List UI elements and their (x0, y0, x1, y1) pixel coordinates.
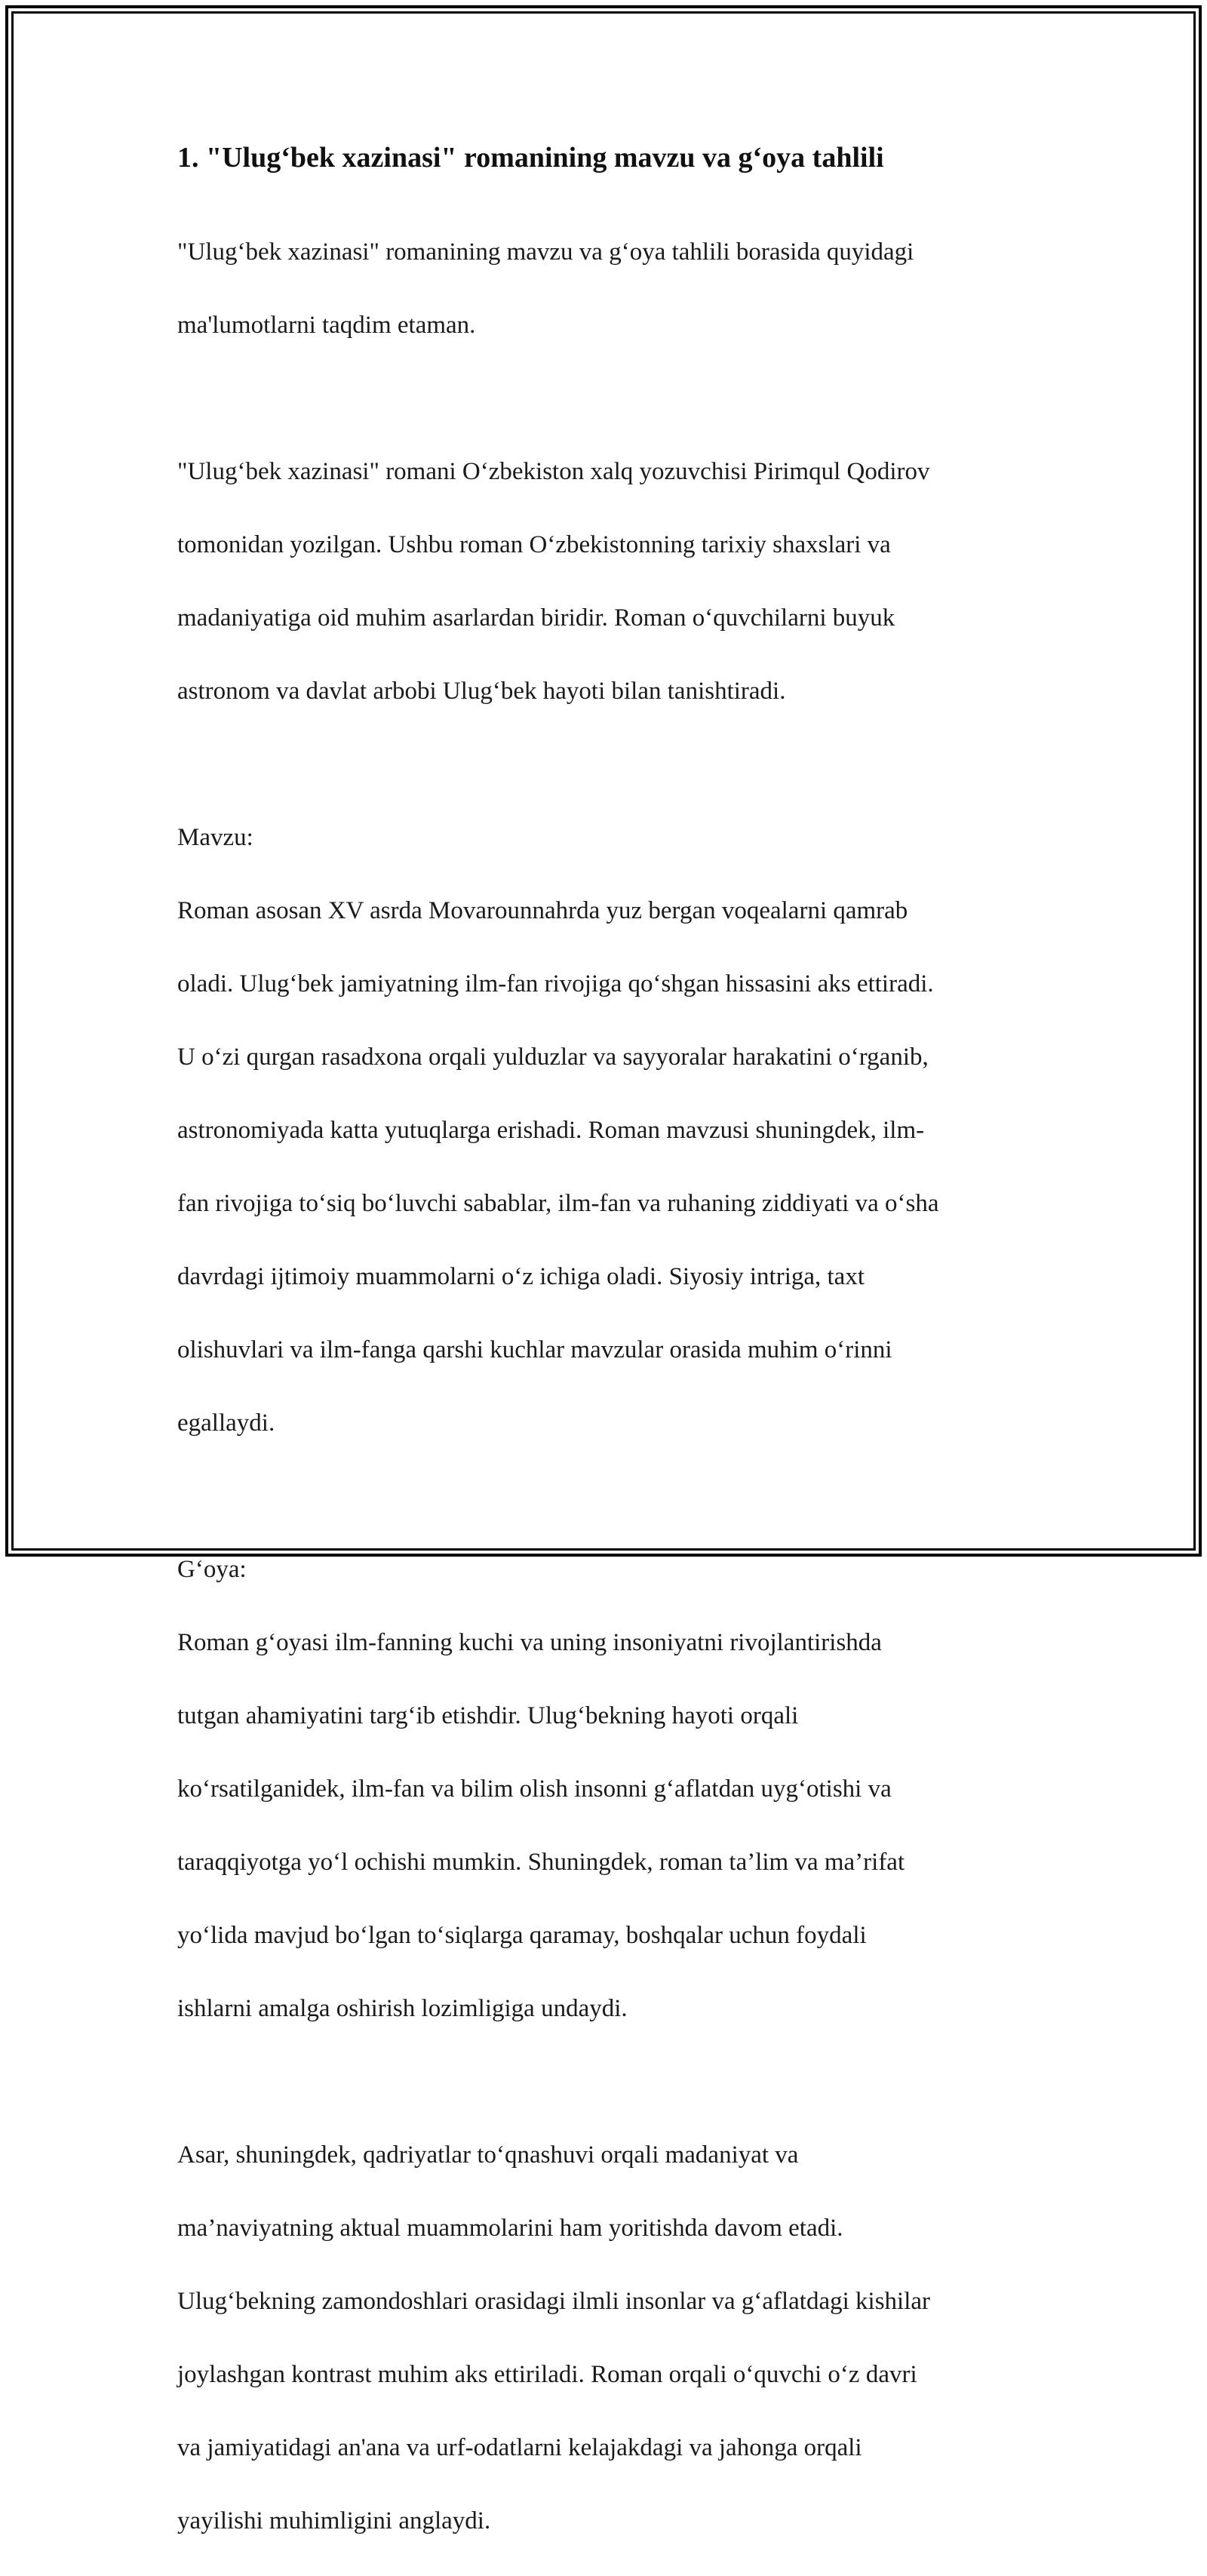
text-line: ma’naviyatning aktual muammolarini ham yoritishda davom etadi. (177, 2214, 843, 2242)
text-line: yayilishi muhimligini anglaydi. (177, 2507, 491, 2535)
text-line: olishuvlari va ilm-fanga qarshi kuchlar mavzular orasida muhim o‘rinni (177, 1336, 892, 1363)
theme-section (177, 782, 1037, 1478)
text-line: ma'lumotlarni taqdim etaman. (177, 311, 476, 339)
text-line: Roman asosan XV asrda Movarounnahrda yuz bergan voqealarni qamrab (177, 896, 908, 924)
text-line: tutgan ahamiyatini targ‘ib etishdir. Ulug‘bekning hayoti orqali (177, 1701, 799, 1729)
text-line: madaniyatiga oid muhim asarlardan biridir. Roman o‘quvchilarni buyuk (177, 604, 895, 632)
text-line: U o‘zi qurgan rasadxona orqali yulduzlar va sayyoralar harakatini o‘rganib, (177, 1043, 929, 1071)
text-line: astronom va davlat arbobi Ulug‘bek hayoti bilan tanishtiradi. (177, 677, 786, 705)
text-line: fan rivojiga to‘siq bo‘luvchi sabablar, ilm-fan va ruhaning ziddiyati va o‘sha (177, 1189, 939, 1217)
document-body (177, 140, 1037, 2576)
text-line: Asar, shuningdek, qadriyatlar to‘qnashuvi orqali madaniyat va (177, 2141, 799, 2169)
text-line: ko‘rsatilganidek, ilm-fan va bilim olish insonni g‘aflatdan uyg‘otishi va (177, 1775, 892, 1803)
text-line: tomonidan yozilgan. Ushbu roman O‘zbekistonning tarixiy shaxslari va (177, 530, 891, 558)
text-line: va jamiyatidagi an'ana va urf-odatlarni kelajakdagi va jahonga orqali (177, 2433, 862, 2461)
text-line: oladi. Ulug‘bek jamiyatning ilm-fan rivojiga qo‘shgan hissasini aks ettiradi. (177, 970, 934, 998)
intro-paragraph (177, 197, 1037, 380)
text-line: "Ulug‘bek xazinasi" romani O‘zbekiston xalq yozuvchisi Pirimqul Qodirov (177, 457, 930, 485)
author-paragraph (177, 417, 1037, 746)
idea-section (177, 1514, 1037, 2064)
text-line: ishlarni amalga oshirish lozimligiga undaydi. (177, 1994, 628, 2022)
text-line: yo‘lida mavjud bo‘lgan to‘siqlarga qaramay, boshqalar uchun foydali (177, 1921, 867, 1949)
text-line: Ulug‘bekning zamondoshlari orasidagi ilmli insonlar va g‘aflatdagi kishilar (177, 2287, 931, 2315)
section-heading-theme: Mavzu: (177, 823, 253, 851)
section-heading-idea: G‘oya: (177, 1555, 247, 1583)
text-line: egallaydi. (177, 1409, 275, 1437)
document-title: 1. "Ulug‘bek xazinasi" romanining mavzu va g‘oya tahlili (177, 142, 884, 174)
text-line: taraqqiyotga yo‘l ochishi mumkin. Shuningdek, roman ta’lim va ma’rifat (177, 1848, 905, 1876)
text-line: "Ulug‘bek xazinasi" romanining mavzu va g‘oya tahlili borasida quyidagi (177, 238, 914, 266)
text-line: astronomiyada katta yutuqlarga erishadi. Roman mavzusi shuningdek, ilm- (177, 1116, 925, 1144)
text-line: joylashgan kontrast muhim aks ettiriladi. Roman orqali o‘quvchi o‘z davri (177, 2360, 917, 2388)
conclusion-paragraph (177, 2100, 1037, 2576)
text-line: Roman g‘oyasi ilm-fanning kuchi va uning insoniyatni rivojlantirishda (177, 1628, 882, 1656)
text-line: davrdagi ijtimoiy muammolarni o‘z ichiga oladi. Siyosiy intriga, taxt (177, 1262, 865, 1290)
